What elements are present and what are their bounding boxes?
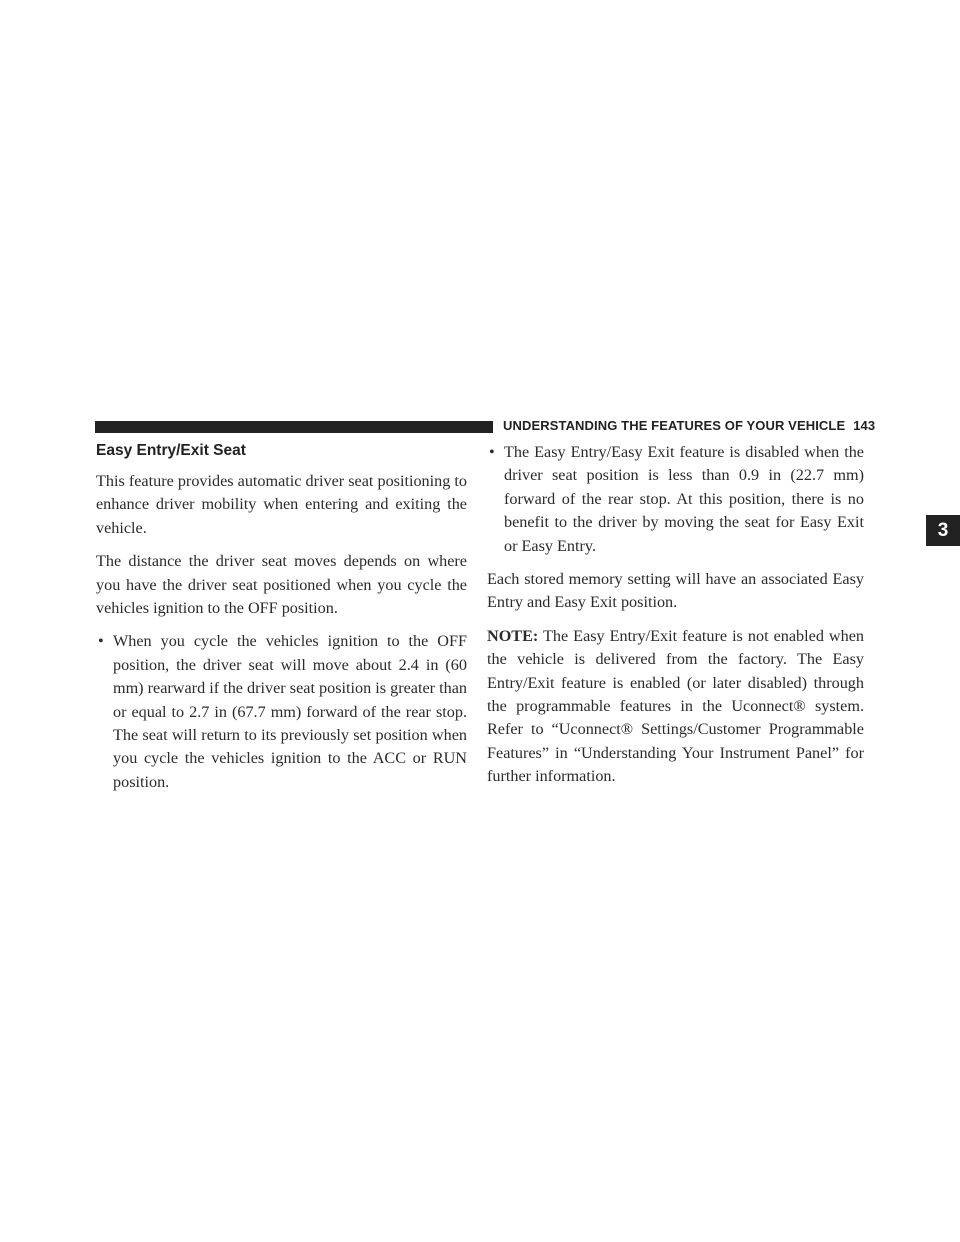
list-item	[96, 630, 467, 794]
chapter-tab: 3	[926, 515, 960, 546]
bullet-list	[487, 441, 864, 558]
bullet-icon: •	[489, 443, 495, 461]
note-text: The Easy Entry/Exit feature is not enabled when the vehicle is delivered from the factory. The Easy Entry/Exit feature is enabled (or later disabled) through the programmable features in the Uconnect® system. Refer to “Uconnect® Settings/Customer Programmable Features” in “Understanding Your Instrument Panel” for further information.	[487, 626, 864, 786]
right-column	[487, 441, 864, 799]
note-label: NOTE:	[487, 626, 539, 645]
distance-paragraph: The distance the driver seat moves depends on where you have the driver seat positioned when you cycle the vehicles ignition to the OFF position.	[96, 552, 467, 618]
intro-paragraph: This feature provides automatic driver seat positioning to enhance driver mobility when entering and exiting the vehicle.	[96, 472, 467, 537]
page-number: 143	[853, 418, 876, 433]
list-item-text: The Easy Entry/Easy Exit feature is disabled when the driver seat position is less than 0.9 in (22.7 mm) forward of the rear stop. At this position, there is no benefit to the driver by moving the seat for Easy Exit or Easy Entry.	[504, 443, 864, 555]
left-column	[96, 441, 467, 804]
memory-paragraph: Each stored memory setting will have an associated Easy Entry and Easy Exit position.	[487, 570, 864, 612]
bullet-icon: •	[98, 632, 104, 651]
list-item	[487, 441, 864, 558]
list-item-text: When you cycle the vehicles ignition to the OFF position, the driver seat will move about 2.4 in (60 mm) rearward if the driver seat position is greater than or equal to 2.7 in (67.7 mm) forward of the rear stop. The seat will return to its previously set position when you cycle the vehicles ignition to the ACC or RUN position.	[113, 632, 467, 791]
bullet-list	[96, 630, 467, 794]
section-title: Easy Entry/Exit Seat	[96, 442, 246, 459]
note-paragraph	[487, 625, 864, 789]
header-rule	[95, 421, 493, 433]
header-section-title: UNDERSTANDING THE FEATURES OF YOUR VEHICLE	[503, 418, 846, 433]
running-header	[503, 418, 875, 433]
